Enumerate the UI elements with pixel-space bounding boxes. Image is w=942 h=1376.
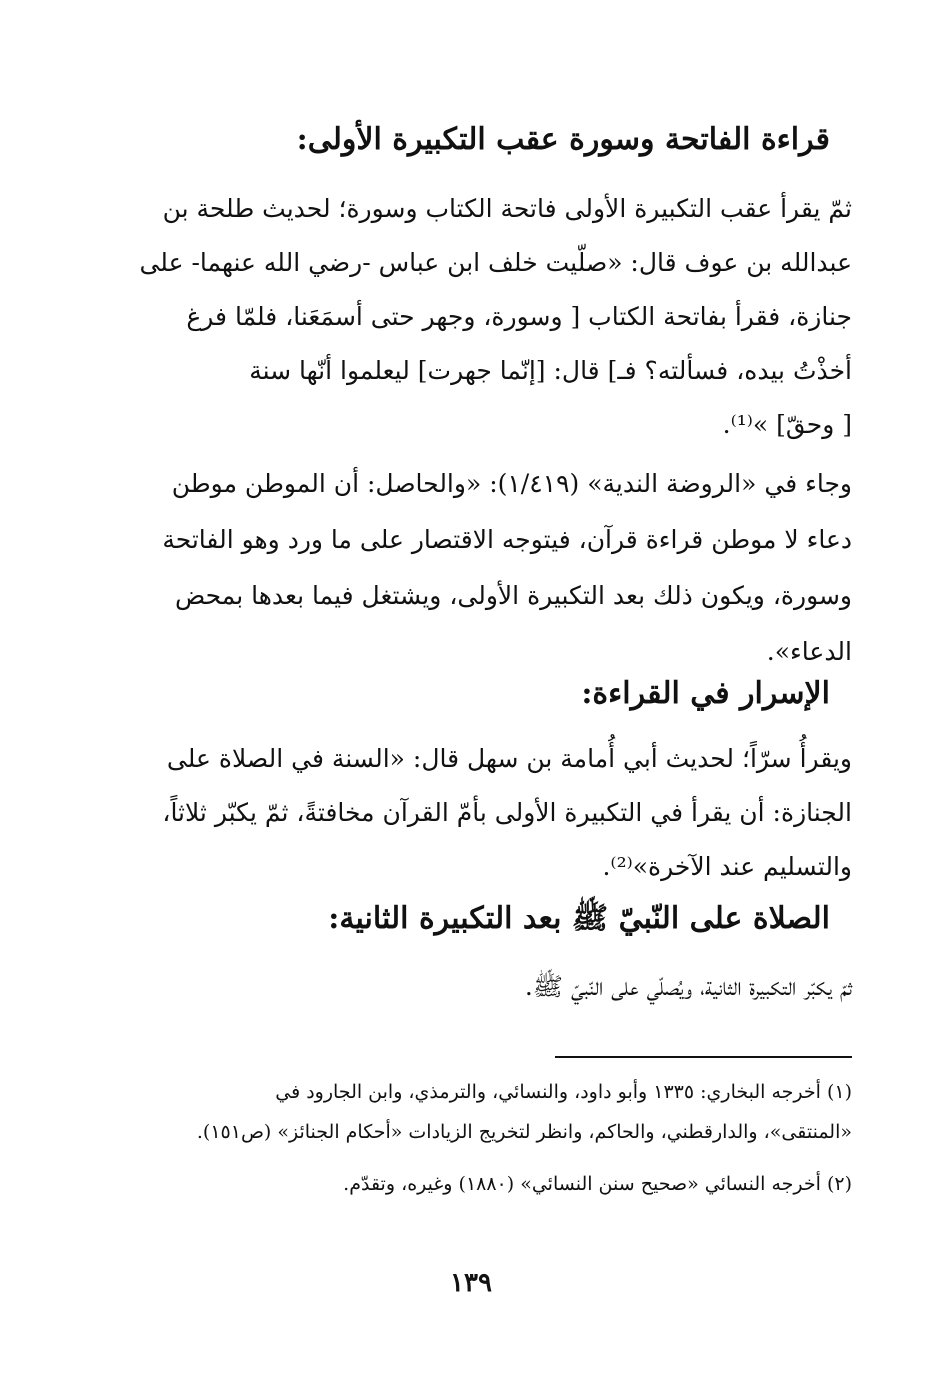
footnote-line: «المنتقى»، والدارقطني، والحاكم، وانظر لتخريج الزيادات «أحكام الجنائز» (ص١٥١). bbox=[196, 1121, 852, 1143]
text-line: ثمّ يقرأ عقب التكبيرة الأولى فاتحة الكتاب وسورة؛ لحديث طلحة بن bbox=[162, 194, 852, 223]
text-line: [ وحقّ] »⁽¹⁾. bbox=[722, 410, 852, 439]
text-line: وجاء في «الروضة الندية» (١/٤١٩): «والحاصل: أن الموطن موطن bbox=[171, 469, 852, 498]
footnotes bbox=[85, 1072, 852, 1204]
paragraph-second-takbir bbox=[90, 962, 852, 1012]
text-line: دعاء لا موطن قراءة قرآن، فيتوجه الاقتصار على ما ورد وهو الفاتحة bbox=[162, 525, 852, 554]
paragraph-israr-hadith bbox=[90, 732, 852, 894]
section-heading-israr: الإسرار في القراءة: bbox=[581, 676, 830, 711]
text-line: ويقرأُ سرّاً؛ لحديث أبي أُمامة بن سهل قال: «السنة في الصلاة على bbox=[166, 744, 852, 773]
paragraph-rawda-quote bbox=[90, 456, 852, 680]
footnote-separator bbox=[555, 1056, 852, 1058]
text-line: عبدالله بن عوف قال: «صلّيت خلف ابن عباس -رضي الله عنهما- على bbox=[139, 248, 852, 277]
text-line: والتسليم عند الآخرة»⁽²⁾. bbox=[602, 852, 852, 881]
section-heading-salat-nabi: الصلاة على النّبيّ ﷺ بعد التكبيرة الثانية: bbox=[328, 901, 830, 936]
footnote-line: (١) أخرجه البخاري: ١٣٣٥ وأبو داود، والنسائي، والترمذي، وابن الجارود في bbox=[275, 1081, 852, 1103]
text-line: ثمّ يكبّر التكبيرة الثانية، ويُصلّي على النّبيّ ﷺ. bbox=[524, 972, 852, 1001]
text-line: وسورة، ويكون ذلك بعد التكبيرة الأولى، ويشتغل فيما بعدها بمحض bbox=[174, 581, 852, 610]
section-heading-fatiha: قراءة الفاتحة وسورة عقب التكبيرة الأولى: bbox=[296, 122, 830, 157]
text-line: الدعاء». bbox=[766, 637, 852, 666]
text-line: جنازة، فقرأ بفاتحة الكتاب [ وسورة، وجهر حتى أسمَعَنا، فلمّا فرغ bbox=[186, 302, 852, 331]
page-number: ١٣٩ bbox=[450, 1268, 492, 1298]
text-line: أخذْتُ بيده، فسألته؟ فـ] قال: [إنّما جهرت] ليعلموا أنّها سنة bbox=[249, 356, 852, 385]
footnote-line: (٢) أخرجه النسائي «صحيح سنن النسائي» (١٨٨٠) وغيره، وتقدّم. bbox=[343, 1173, 852, 1195]
paragraph-fatiha-hadith bbox=[90, 182, 852, 452]
text-line: الجنازة: أن يقرأ في التكبيرة الأولى بأمّ القرآن مخافتةً، ثمّ يكبّر ثلاثاً، bbox=[162, 798, 852, 827]
